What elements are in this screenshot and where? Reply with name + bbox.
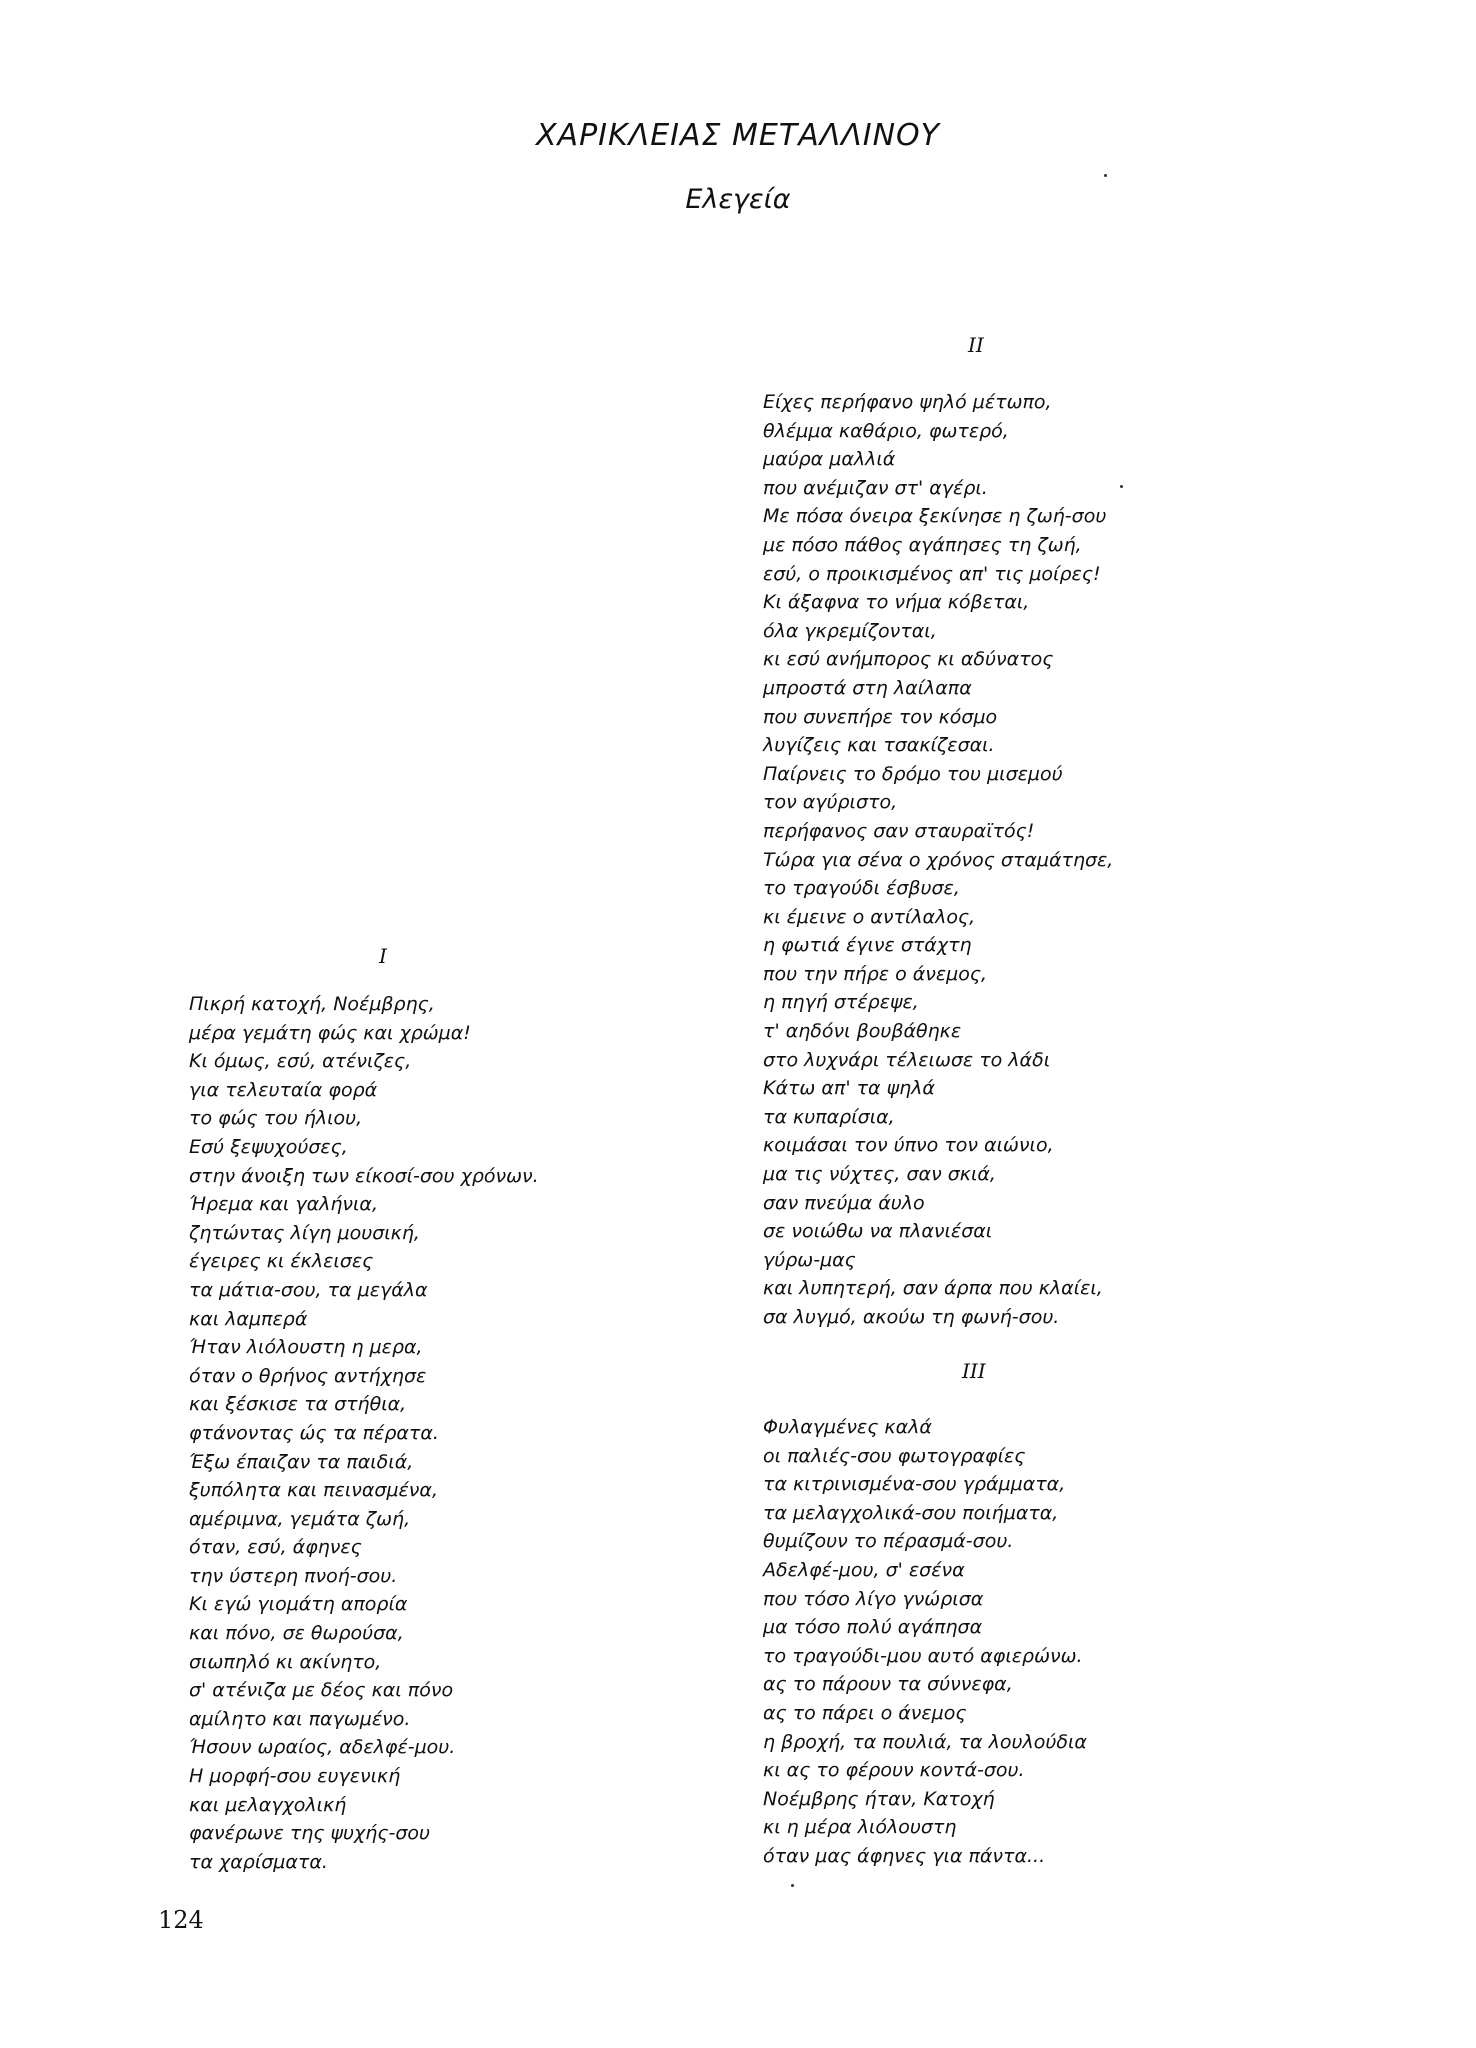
poem-line: κι η μέρα λιόλουστη: [763, 1816, 957, 1839]
poem-line: και μελαγχολική: [189, 1793, 347, 1816]
poem-line: το τραγούδι έσβυσε,: [763, 877, 960, 900]
poem-line: ξυπόλητα και πεινασμένα,: [189, 1479, 438, 1502]
poem-line: Αδελφέ-μου, σ' εσένα: [763, 1558, 965, 1581]
poem-line: περήφανος σαν σταυραϊτός!: [763, 819, 1035, 842]
poem-line: η βροχή, τα πουλιά, τα λουλούδια: [763, 1730, 1087, 1753]
poem-line: που συνεπήρε τον κόσμο: [763, 705, 998, 728]
section-numeral-1: I: [379, 944, 387, 968]
poem-line: μέρα γεμάτη φώς και χρώμα!: [189, 1021, 471, 1044]
poem-line: σ' ατένιζα με δέος και πόνο: [189, 1679, 454, 1702]
scan-speck: [1104, 174, 1107, 177]
poem-line: και ξέσκισε τα στήθια,: [189, 1393, 407, 1416]
poem-line: αμέριμνα, γεμάτα ζωή,: [189, 1507, 411, 1530]
poem-line: έγειρες κι έκλεισες: [189, 1250, 374, 1273]
poem-line: που την πήρε ο άνεμος,: [763, 962, 988, 985]
poem-line: όταν, εσύ, άφηνες: [189, 1536, 362, 1559]
poem-line: το τραγούδι-μου αυτό αφιερώνω.: [763, 1644, 1083, 1667]
poem-line: το φώς του ήλιου,: [189, 1107, 363, 1130]
poem-line: όλα γκρεμίζονται,: [763, 619, 937, 642]
poem-line: τα μελαγχολικά-σου ποιήματα,: [763, 1501, 1059, 1524]
poem-line: τ' αηδόνι βουβάθηκε: [763, 1020, 962, 1043]
poem-line: γύρω-μας: [763, 1248, 856, 1271]
poem-line: ας το πάρουν τα σύννεφα,: [763, 1673, 1013, 1696]
poem-line: με πόσο πάθος αγάπησες τη ζωή,: [763, 533, 1082, 556]
poem-line: σαν πνεύμα άυλο: [763, 1191, 925, 1214]
poem-line: τα κυπαρίσια,: [763, 1105, 895, 1128]
stanza-section-3: [763, 1413, 1087, 1871]
poem-line: σε νοιώθω να πλανιέσαι: [763, 1220, 993, 1243]
poem-line: σα λυγμό, ακούω τη φωνή-σου.: [763, 1306, 1060, 1328]
poem-line: Με πόσα όνειρα ξεκίνησε η ζωή-σου: [763, 505, 1107, 528]
poem-line: λυγίζεις και τσακίζεσαι.: [763, 734, 995, 757]
poem-line: ζητώντας λίγη μουσική,: [189, 1221, 420, 1244]
poem-line: τα χαρίσματα.: [189, 1850, 328, 1873]
poem-line: Πικρή κατοχή, Νοέμβρης,: [189, 993, 435, 1015]
poem-line: τα κιτρινισμένα-σου γράμματα,: [763, 1473, 1066, 1496]
poem-line: στο λυχνάρι τέλειωσε το λάδι: [763, 1048, 1051, 1071]
poem-line: εσύ, ο προικισμένος απ' τις μοίρες!: [763, 562, 1101, 585]
section-numeral-3: III: [962, 1359, 986, 1383]
poem-line: Κι όμως, εσύ, ατένιζες,: [189, 1050, 412, 1073]
poem-line: κοιμάσαι τον ύπνο τον αιώνιο,: [763, 1134, 1054, 1157]
poem-line: Παίρνεις το δρόμο του μισεμού: [763, 762, 1063, 785]
poem-line: Ήρεμα και γαλήνια,: [189, 1193, 378, 1216]
poem-line: που ανέμιζαν στ' αγέρι.: [763, 476, 988, 499]
scan-speck: [791, 1884, 794, 1887]
poem-line: τον αγύριστο,: [763, 791, 898, 814]
scan-speck: [1120, 485, 1123, 488]
poem-line: θλέμμα καθάριο, φωτερό,: [763, 419, 1009, 442]
poem-line: κι εσύ ανήμπορος κι αδύνατος: [763, 648, 1054, 671]
poem-line: και λαμπερά: [189, 1307, 308, 1330]
poem-line: Η μορφή-σου ευγενική: [189, 1765, 401, 1788]
poem-line: μα τις νύχτες, σαν σκιά,: [763, 1163, 996, 1186]
poem-line: για τελευταία φορά: [189, 1078, 378, 1101]
poem-line: μπροστά στη λαίλαπα: [763, 676, 972, 699]
poem-line: τα μάτια-σου, τα μεγάλα: [189, 1278, 428, 1301]
poem-line: Ήσουν ωραίος, αδελφέ-μου.: [189, 1736, 456, 1759]
poem-line: ας το πάρει ο άνεμος: [763, 1701, 967, 1724]
poem-line: που τόσο λίγο γνώρισα: [763, 1587, 984, 1610]
poem-line: μα τόσο πολύ αγάπησα: [763, 1616, 983, 1639]
poem-title: Ελεγεία: [685, 184, 791, 215]
poem-line: Εσύ ξεψυχούσες,: [189, 1135, 348, 1158]
poem-line: κι έμεινε ο αντίλαλος,: [763, 905, 976, 928]
poem-line: Τώρα για σένα ο χρόνος σταμάτησε,: [763, 848, 1114, 871]
poem-line: την ύστερη πνοή-σου.: [189, 1564, 398, 1587]
poem-line: Κάτω απ' τα ψηλά: [763, 1077, 935, 1100]
poem-line: θυμίζουν το πέρασμά-σου.: [763, 1530, 1014, 1553]
section-numeral-2: II: [968, 333, 984, 357]
poem-line: Κι άξαφνα το νήμα κόβεται,: [763, 591, 1030, 614]
poem-line: μαύρα μαλλιά: [763, 448, 896, 471]
stanza-section-1: [189, 990, 539, 1876]
poem-line: στην άνοιξη των είκοσί-σου χρόνων.: [189, 1164, 539, 1187]
poem-line: η φωτιά έγινε στάχτη: [763, 934, 972, 957]
poem-line: Έξω έπαιζαν τα παιδιά,: [189, 1450, 414, 1473]
poem-line: Κι εγώ γιομάτη απορία: [189, 1593, 408, 1616]
poem-line: και πόνο, σε θωρούσα,: [189, 1622, 404, 1645]
poem-line: κι ας το φέρουν κοντά-σου.: [763, 1759, 1025, 1782]
poem-line: σιωπηλό κι ακίνητο,: [189, 1650, 382, 1673]
poem-line: φτάνοντας ώς τα πέρατα.: [189, 1421, 439, 1444]
poem-line: Ήταν λιόλουστη η μερα,: [189, 1336, 423, 1359]
poem-line: φανέρωνε της ψυχής-σου: [189, 1822, 430, 1845]
poem-line: Είχες περήφανο ψηλό μέτωπο,: [763, 391, 1052, 413]
poem-line: αμίλητο και παγωμένο.: [189, 1707, 411, 1730]
poem-line: η πηγή στέρεψε,: [763, 991, 919, 1014]
page-number: 124: [158, 1906, 204, 1934]
poem-line: και λυπητερή, σαν άρπα που κλαίει,: [763, 1277, 1103, 1300]
stanza-section-2: [763, 388, 1113, 1332]
poem-line: οι παλιές-σου φωτογραφίες: [763, 1444, 1026, 1467]
poem-line: όταν ο θρήνος αντήχησε: [189, 1364, 427, 1387]
page-title: ΧΑΡΙΚΛΕΙΑΣ ΜΕΤΑΛΛΙΝΟΥ: [536, 118, 940, 153]
poem-line: όταν μας άφηνες για πάντα...: [763, 1844, 1046, 1867]
poem-line: Νοέμβρης ήταν, Κατοχή: [763, 1787, 995, 1810]
poem-line: Φυλαγμένες καλά: [763, 1416, 932, 1438]
